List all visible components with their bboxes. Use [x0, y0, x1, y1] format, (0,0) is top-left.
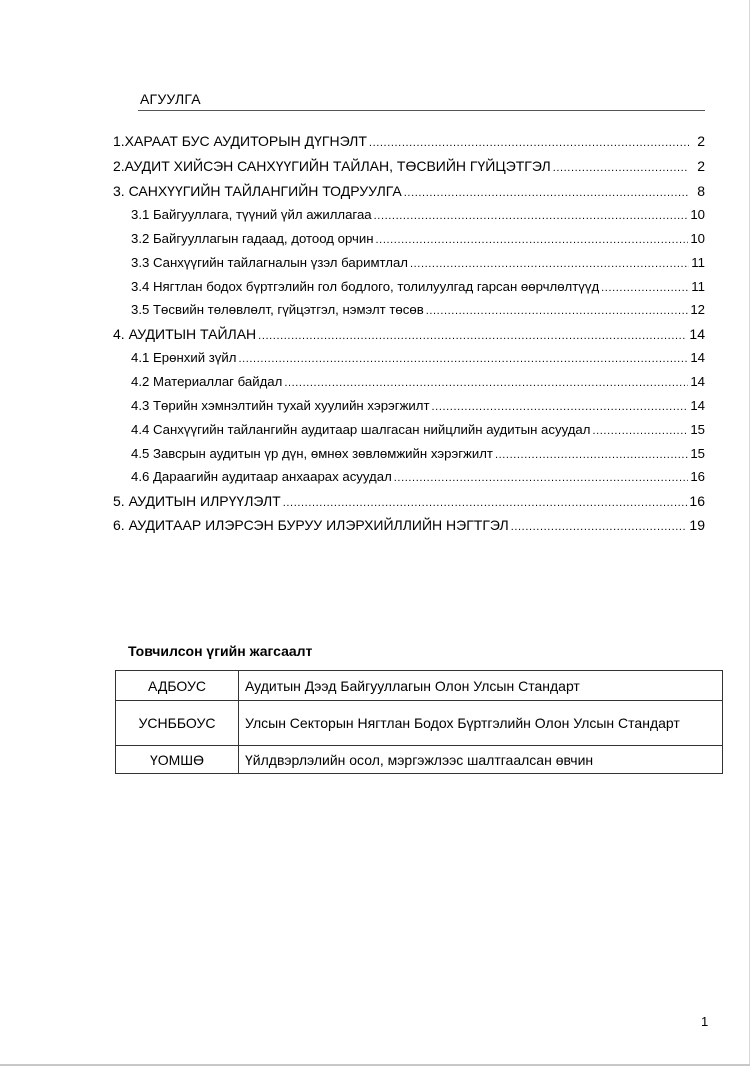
- toc-entry-page: 2: [697, 158, 705, 174]
- abbreviation-code: АДБОУС: [116, 671, 239, 701]
- abbreviations-table: [115, 670, 723, 774]
- toc-entry[interactable]: [131, 398, 705, 413]
- toc-dot-leader: [404, 183, 689, 199]
- toc-entry[interactable]: [131, 374, 705, 389]
- toc-dot-leader: [601, 279, 689, 294]
- toc-entry-label: 3. САНХҮҮГИЙН ТАЙЛАНГИЙН ТОДРУУЛГА: [113, 183, 402, 199]
- toc-entry[interactable]: [113, 133, 705, 149]
- toc-entry-page: 16: [689, 493, 705, 509]
- toc-entry[interactable]: [131, 255, 705, 270]
- toc-entry-page: 8: [697, 183, 705, 199]
- abbreviation-meaning: Аудитын Дээд Байгууллагын Олон Улсын Стандарт: [239, 671, 723, 701]
- toc-dot-leader: [553, 158, 689, 174]
- toc-entry-page: 10: [690, 207, 705, 222]
- toc-entry[interactable]: [131, 350, 705, 365]
- toc-entry-label: 4. АУДИТЫН ТАЙЛАН: [113, 326, 257, 342]
- toc-entry[interactable]: [113, 158, 705, 174]
- toc-entry[interactable]: [131, 302, 705, 317]
- table-row: [116, 701, 723, 746]
- toc-entry[interactable]: [131, 446, 705, 461]
- toc-dot-leader: [432, 398, 689, 413]
- toc-entry-page: 14: [690, 374, 705, 389]
- table-row: [116, 671, 723, 701]
- toc-dot-leader: [394, 469, 689, 484]
- abbreviation-code: УСНББОУС: [116, 701, 239, 746]
- toc-entry-page: 14: [690, 398, 705, 413]
- toc-entry-label: 1.ХАРААТ БУС АУДИТОРЫН ДҮГНЭЛТ: [113, 133, 367, 149]
- toc-entry-label: 3.2 Байгууллагын гадаад, дотоод орчин: [131, 231, 374, 246]
- toc-entry-label: 4.2 Материаллаг байдал: [131, 374, 283, 389]
- abbreviations-title: Товчилсон үгийн жагсаалт: [128, 643, 313, 659]
- toc-heading-rule: [138, 110, 705, 111]
- toc-dot-leader: [376, 231, 689, 246]
- toc-entry-label: 3.3 Санхүүгийн тайлагналын үзэл баримтлал: [131, 255, 408, 270]
- toc-entry-page: 15: [690, 446, 705, 461]
- toc-entry[interactable]: [131, 207, 705, 222]
- toc-entry[interactable]: [131, 422, 705, 437]
- toc-entry-label: 3.1 Байгууллага, түүний үйл ажиллагаа: [131, 207, 372, 222]
- toc-dot-leader: [238, 350, 688, 365]
- toc-entry-label: 4.6 Дараагийн аудитаар анхаарах асуудал: [131, 469, 392, 484]
- toc-entry-page: 12: [690, 302, 705, 317]
- toc-entry-page: 10: [690, 231, 705, 246]
- toc-dot-leader: [369, 133, 689, 149]
- toc-dot-leader: [258, 326, 687, 342]
- toc-entry-page: 14: [690, 350, 705, 365]
- toc-dot-leader: [284, 374, 688, 389]
- toc-entry-page: 2: [697, 133, 705, 149]
- toc-entry[interactable]: [113, 493, 705, 509]
- toc-entry-page: 14: [689, 326, 705, 342]
- toc-entry-label: 4.3 Төрийн хэмнэлтийн тухай хуулийн хэрэгжилт: [131, 398, 430, 413]
- toc-entry-label: 4.1 Ерөнхий зүйл: [131, 350, 237, 365]
- toc-entry[interactable]: [131, 469, 705, 484]
- toc-entry-page: 11: [691, 255, 705, 270]
- toc-entry-label: 4.5 Завсрын аудитын үр дүн, өмнөх зөвлөмжийн хэрэгжилт: [131, 446, 493, 461]
- toc-entry[interactable]: [113, 183, 705, 199]
- toc-entry-page: 16: [690, 469, 705, 484]
- toc-entry[interactable]: [131, 231, 705, 246]
- toc-entry-page: 11: [691, 279, 705, 294]
- toc-entry-label: 6. АУДИТААР ИЛЭРСЭН БУРУУ ИЛЭРХИЙЛЛИЙН НЭГТГЭЛ: [113, 517, 509, 533]
- table-row: [116, 746, 723, 774]
- toc-entry[interactable]: [113, 517, 705, 533]
- toc-dot-leader: [410, 255, 689, 270]
- toc-dot-leader: [592, 422, 688, 437]
- toc-entry[interactable]: [113, 326, 705, 342]
- toc-dot-leader: [426, 302, 689, 317]
- toc-entry-label: 3.5 Төсвийн төлөвлөлт, гүйцэтгэл, нэмэлт төсөв: [131, 302, 424, 317]
- toc-entry-page: 19: [689, 517, 705, 533]
- toc-dot-leader: [511, 517, 688, 533]
- abbreviation-meaning: Улсын Секторын Нягтлан Бодох Бүртгэлийн Олон Улсын Стандарт: [239, 701, 723, 746]
- toc-dot-leader: [374, 207, 689, 222]
- toc-entry-label: 4.4 Санхүүгийн тайлангийн аудитаар шалгасан нийцлийн аудитын асуудал: [131, 422, 591, 437]
- toc-dot-leader: [495, 446, 688, 461]
- toc-entry-page: 15: [690, 422, 705, 437]
- abbreviation-code: ҮОМШӨ: [116, 746, 239, 774]
- toc-entry-label: 2.АУДИТ ХИЙСЭН САНХҮҮГИЙН ТАЙЛАН, ТӨСВИЙН ГҮЙЦЭТГЭЛ: [113, 158, 551, 174]
- toc-entry[interactable]: [131, 279, 705, 294]
- toc-entry-label: 5. АУДИТЫН ИЛРҮҮЛЭЛТ: [113, 493, 281, 509]
- toc-entry-label: 3.4 Нягтлан бодох бүртгэлийн гол бодлого, толилуулгад гарсан өөрчлөлтүүд: [131, 279, 600, 294]
- toc-dot-leader: [283, 493, 688, 509]
- abbreviation-meaning: Үйлдвэрлэлийн осол, мэргэжлээс шалтгаалсан өвчин: [239, 746, 723, 774]
- page-number: 1: [701, 1014, 709, 1029]
- toc-heading: АГУУЛГА: [140, 91, 201, 107]
